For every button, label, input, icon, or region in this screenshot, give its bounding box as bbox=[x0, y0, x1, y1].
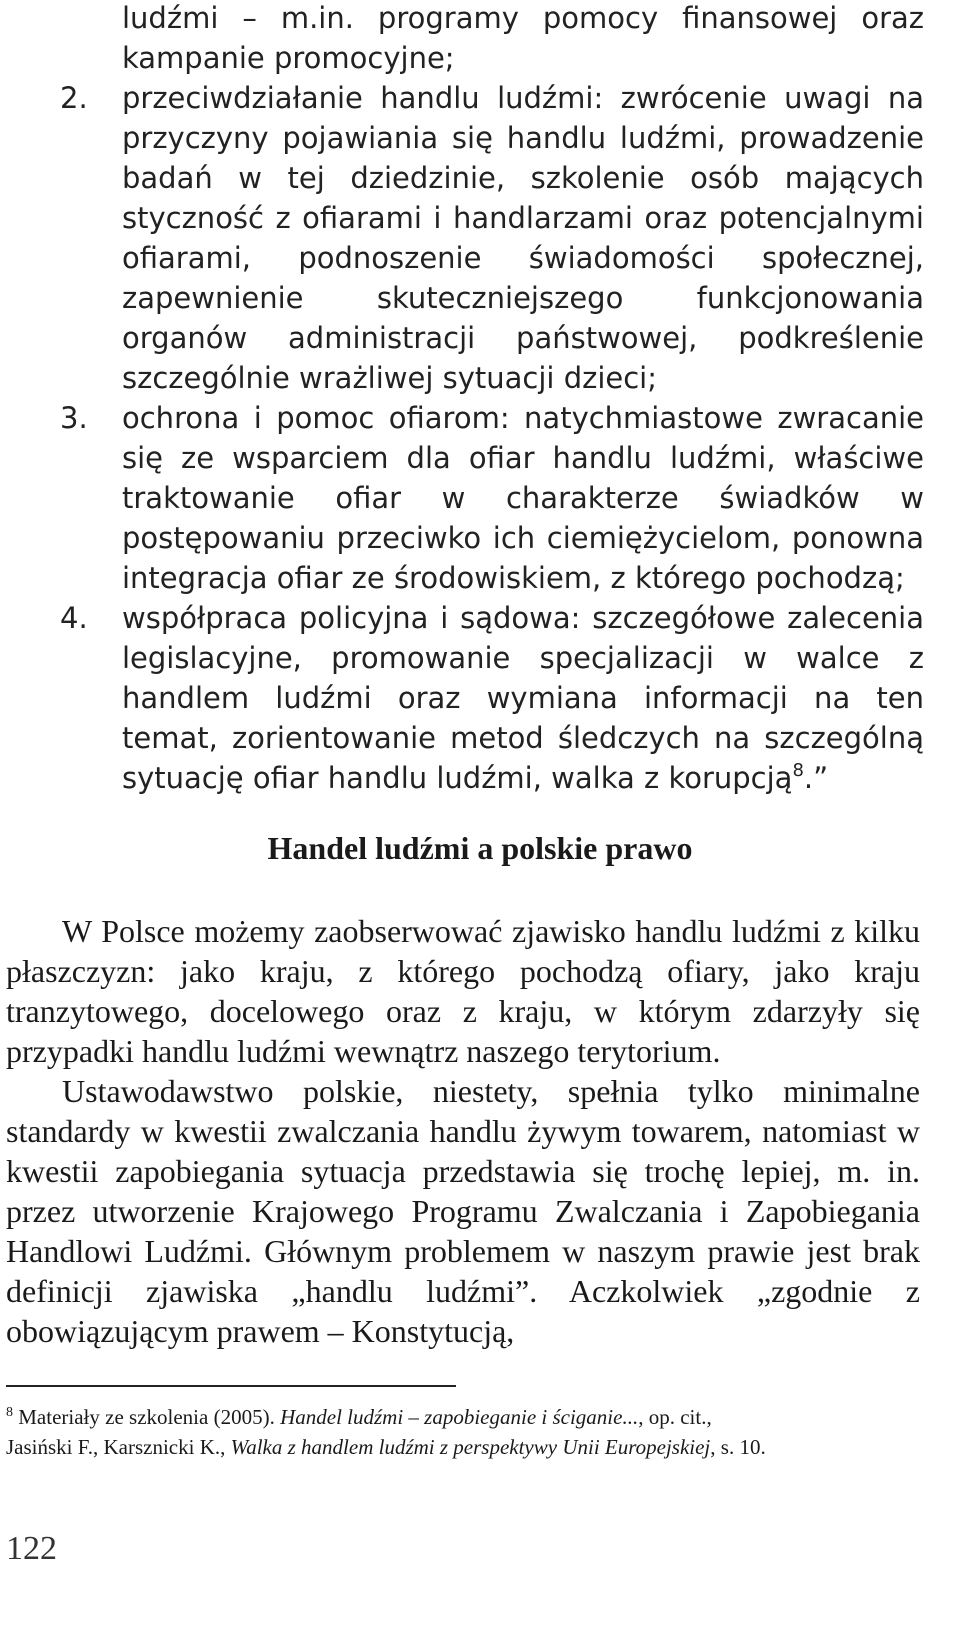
footnote-text: , op. cit., bbox=[638, 1405, 712, 1429]
footnote-text: Materiały ze szkolenia (2005). bbox=[18, 1405, 281, 1429]
footnote-text: Jasiński F., Karsznicki K., bbox=[6, 1435, 231, 1459]
list-item-text: ochrona i pomoc ofiarom: natychmiastowe zwracanie się ze wsparciem dla ofiar handlu ludźmi, właściwe traktowanie ofiar w charakterze świadków w postępowaniu przeciwko ich ciemiężycielom, ponowna integracja ofiar ze środowiskiem, z którego pochodzą; bbox=[122, 401, 924, 595]
paragraph: Ustawodawstwo polskie, niestety, spełnia tylko minimalne standardy w kwestii zwalczania handlu żywym towarem, natomiast w kwestii zapobiegania sytuacja przedstawia się trochę lepiej, m. in. przez utworzenie Krajowego Programu Zwalczania i Zapobiegania Handlowi Ludźmi. Głównym problemem w naszym prawie jest brak definicji zjawiska „handlu ludźmi”. Aczkolwiek „zgodnie z obowiązującym prawem – Konstytucją, bbox=[6, 1073, 920, 1349]
footnote-reference[interactable]: 8 bbox=[792, 760, 804, 781]
list-item-2 bbox=[60, 78, 924, 398]
list-item-4 bbox=[60, 598, 924, 803]
list-item-text-wrap bbox=[122, 598, 924, 803]
numbered-list bbox=[60, 0, 924, 803]
page-number: 122 bbox=[6, 1530, 57, 1567]
section-heading: Handel ludźmi a polskie prawo bbox=[267, 830, 693, 866]
footnote-title: Handel ludźmi – zapobieganie i ściganie... bbox=[280, 1405, 639, 1429]
list-item-text: przeciwdziałanie handlu ludźmi: zwrócenie uwagi na przyczyny pojawiania się handlu ludźmi, prowadzenie badań w tej dziedzinie, szkolenie osób mających styczność z ofiarami i handlarzami oraz potencjalnymi ofiarami, podnoszenie świadomości społecznej, zapewnienie skuteczniejszego funkcjonowania organów administracji państwowej, podkreślenie szczególnie wrażliwej sytuacji dzieci; bbox=[122, 81, 924, 395]
footnote-line-1 bbox=[6, 1404, 920, 1434]
section-body bbox=[6, 911, 920, 1351]
list-item-number: 2. bbox=[60, 81, 88, 115]
footnote-separator bbox=[6, 1385, 456, 1387]
list-item-3 bbox=[60, 398, 924, 598]
footnote-text: , s. 10. bbox=[710, 1435, 766, 1459]
list-item-text: ludźmi – m.in. programy pomocy finansowej oraz kampanie promocyjne; bbox=[122, 1, 924, 75]
footnote-title: Walka z handlem ludźmi z perspektywy Unii Europejskiej bbox=[230, 1435, 711, 1459]
list-item-number: 3. bbox=[60, 401, 88, 435]
list-item-continuation bbox=[60, 0, 924, 78]
list-item-text: współpraca policyjna i sądowa: szczegółowe zalecenia legislacyjne, promowanie specjalizacji w walce z handlem ludźmi oraz wymiana informacji na ten temat, zorientowanie metod śledczych na szczególną sytuację ofiar handlu ludźmi, walka z korupcją bbox=[122, 601, 924, 795]
list-item-tail: .” bbox=[803, 761, 829, 795]
footnote-mark: 8 bbox=[6, 1405, 13, 1420]
list-item-number: 4. bbox=[60, 601, 88, 635]
paragraph: W Polsce możemy zaobserwować zjawisko handlu ludźmi z kilku płaszczyzn: jako kraju, z którego pochodzą ofiary, jako kraju tranzytowego, docelowego oraz z kraju, w którym zdarzyły się przypadki handlu ludźmi wewnątrz naszego terytorium. bbox=[6, 913, 920, 1069]
footnote bbox=[6, 1404, 920, 1461]
footnote-line-2 bbox=[6, 1434, 920, 1461]
